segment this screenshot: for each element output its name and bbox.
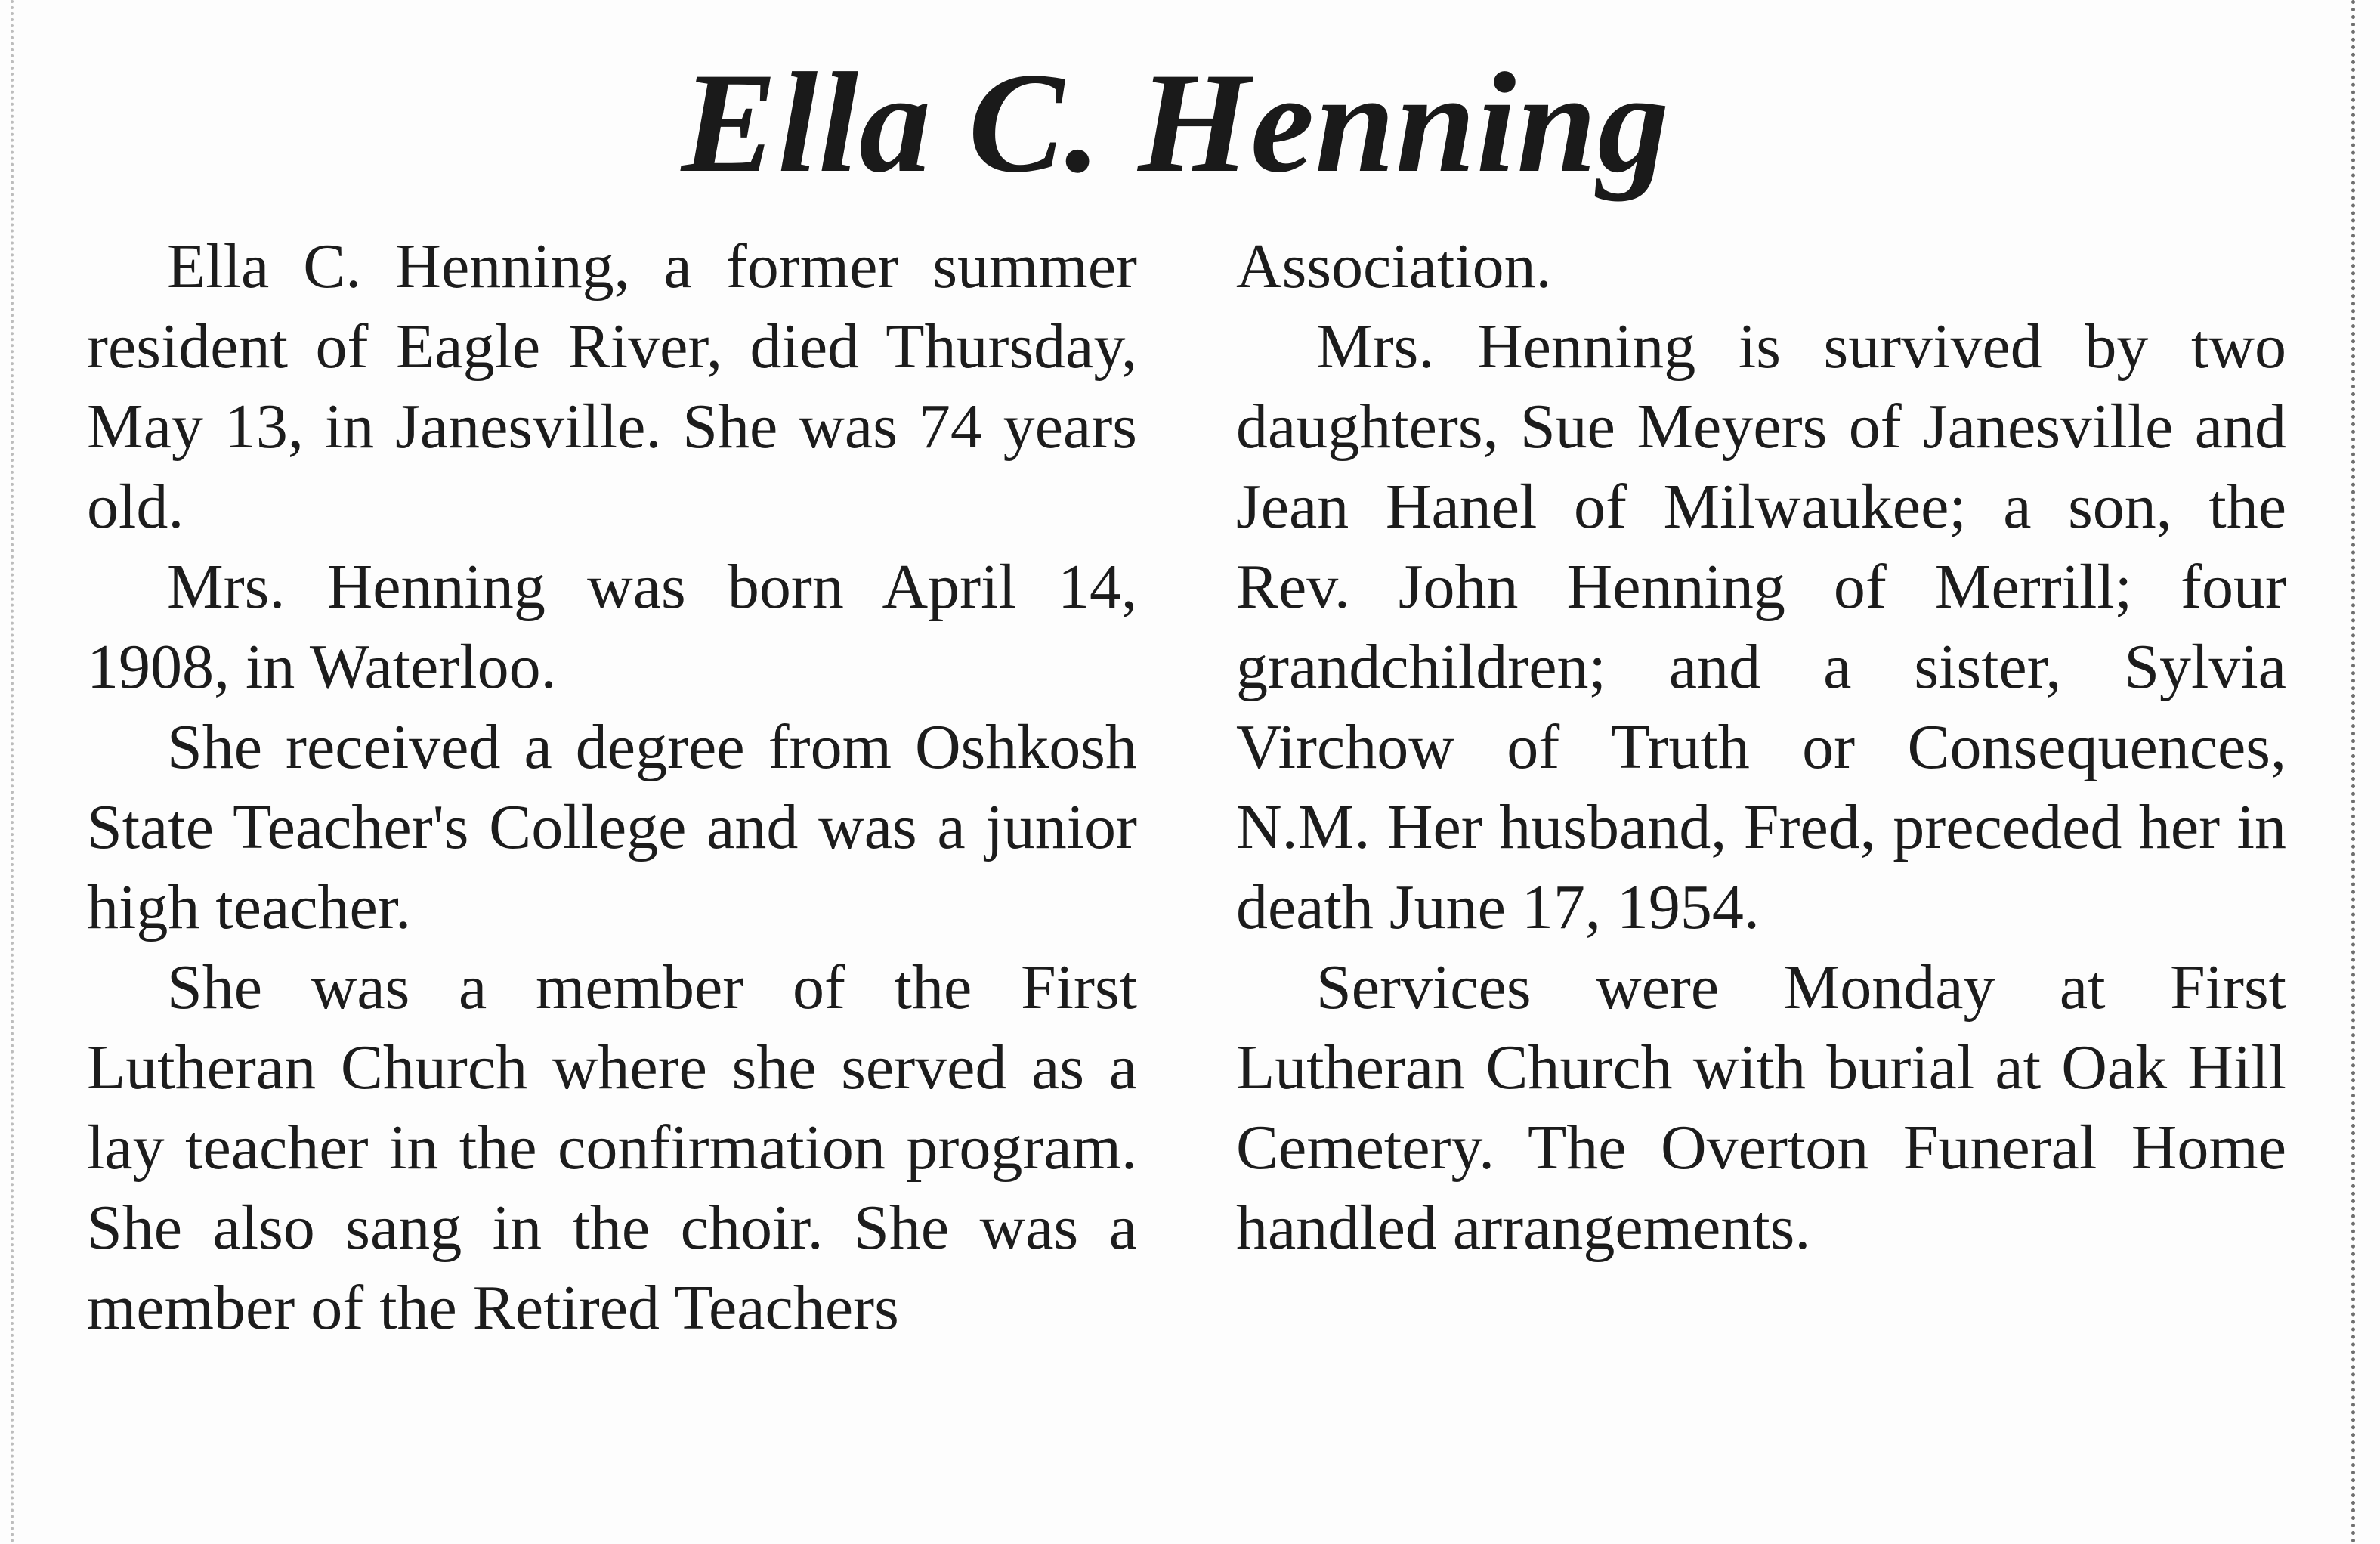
paragraph-services: Services were Monday at First Lutheran Church with burial at Oak Hill Cemetery. The Overton Funeral Home handled arrangements.	[1236, 952, 2286, 1263]
paragraph-survivors: Mrs. Henning is survived by two daughters, Sue Meyers of Janesville and Jean Hanel of Milwaukee; a son, the Rev. John Henning of Merrill; four grandchildren; and a sister, Sylvia Virchow of Truth or Consequences, N.M. Her husband, Fred, preceded her in death June 17, 1954.	[1236, 311, 2286, 942]
paragraph-church-membership: She was a member of the First Lutheran Church where she served as a lay teacher in the confirmation program. She also sang in the choir. She was a member of the Retired Teachers	[87, 952, 1137, 1343]
right-column	[1236, 227, 2286, 1268]
obituary-headline: Ella C. Henning	[681, 44, 1671, 203]
paragraph-death-notice: Ella C. Henning, a former summer resident of Eagle River, died Thursday, May 13, in Janesville. She was 74 years old.	[87, 231, 1137, 542]
left-column	[87, 227, 1137, 1348]
paragraph-birth: Mrs. Henning was born April 14, 1908, in Waterloo.	[87, 552, 1137, 702]
clipping-left-edge	[11, 0, 14, 1544]
paragraph-education: She received a degree from Oshkosh State Teacher's College and was a junior high teacher.	[87, 712, 1137, 942]
paragraph-membership-continued: Association.	[1236, 231, 1552, 302]
clipping-right-edge	[2351, 0, 2355, 1544]
